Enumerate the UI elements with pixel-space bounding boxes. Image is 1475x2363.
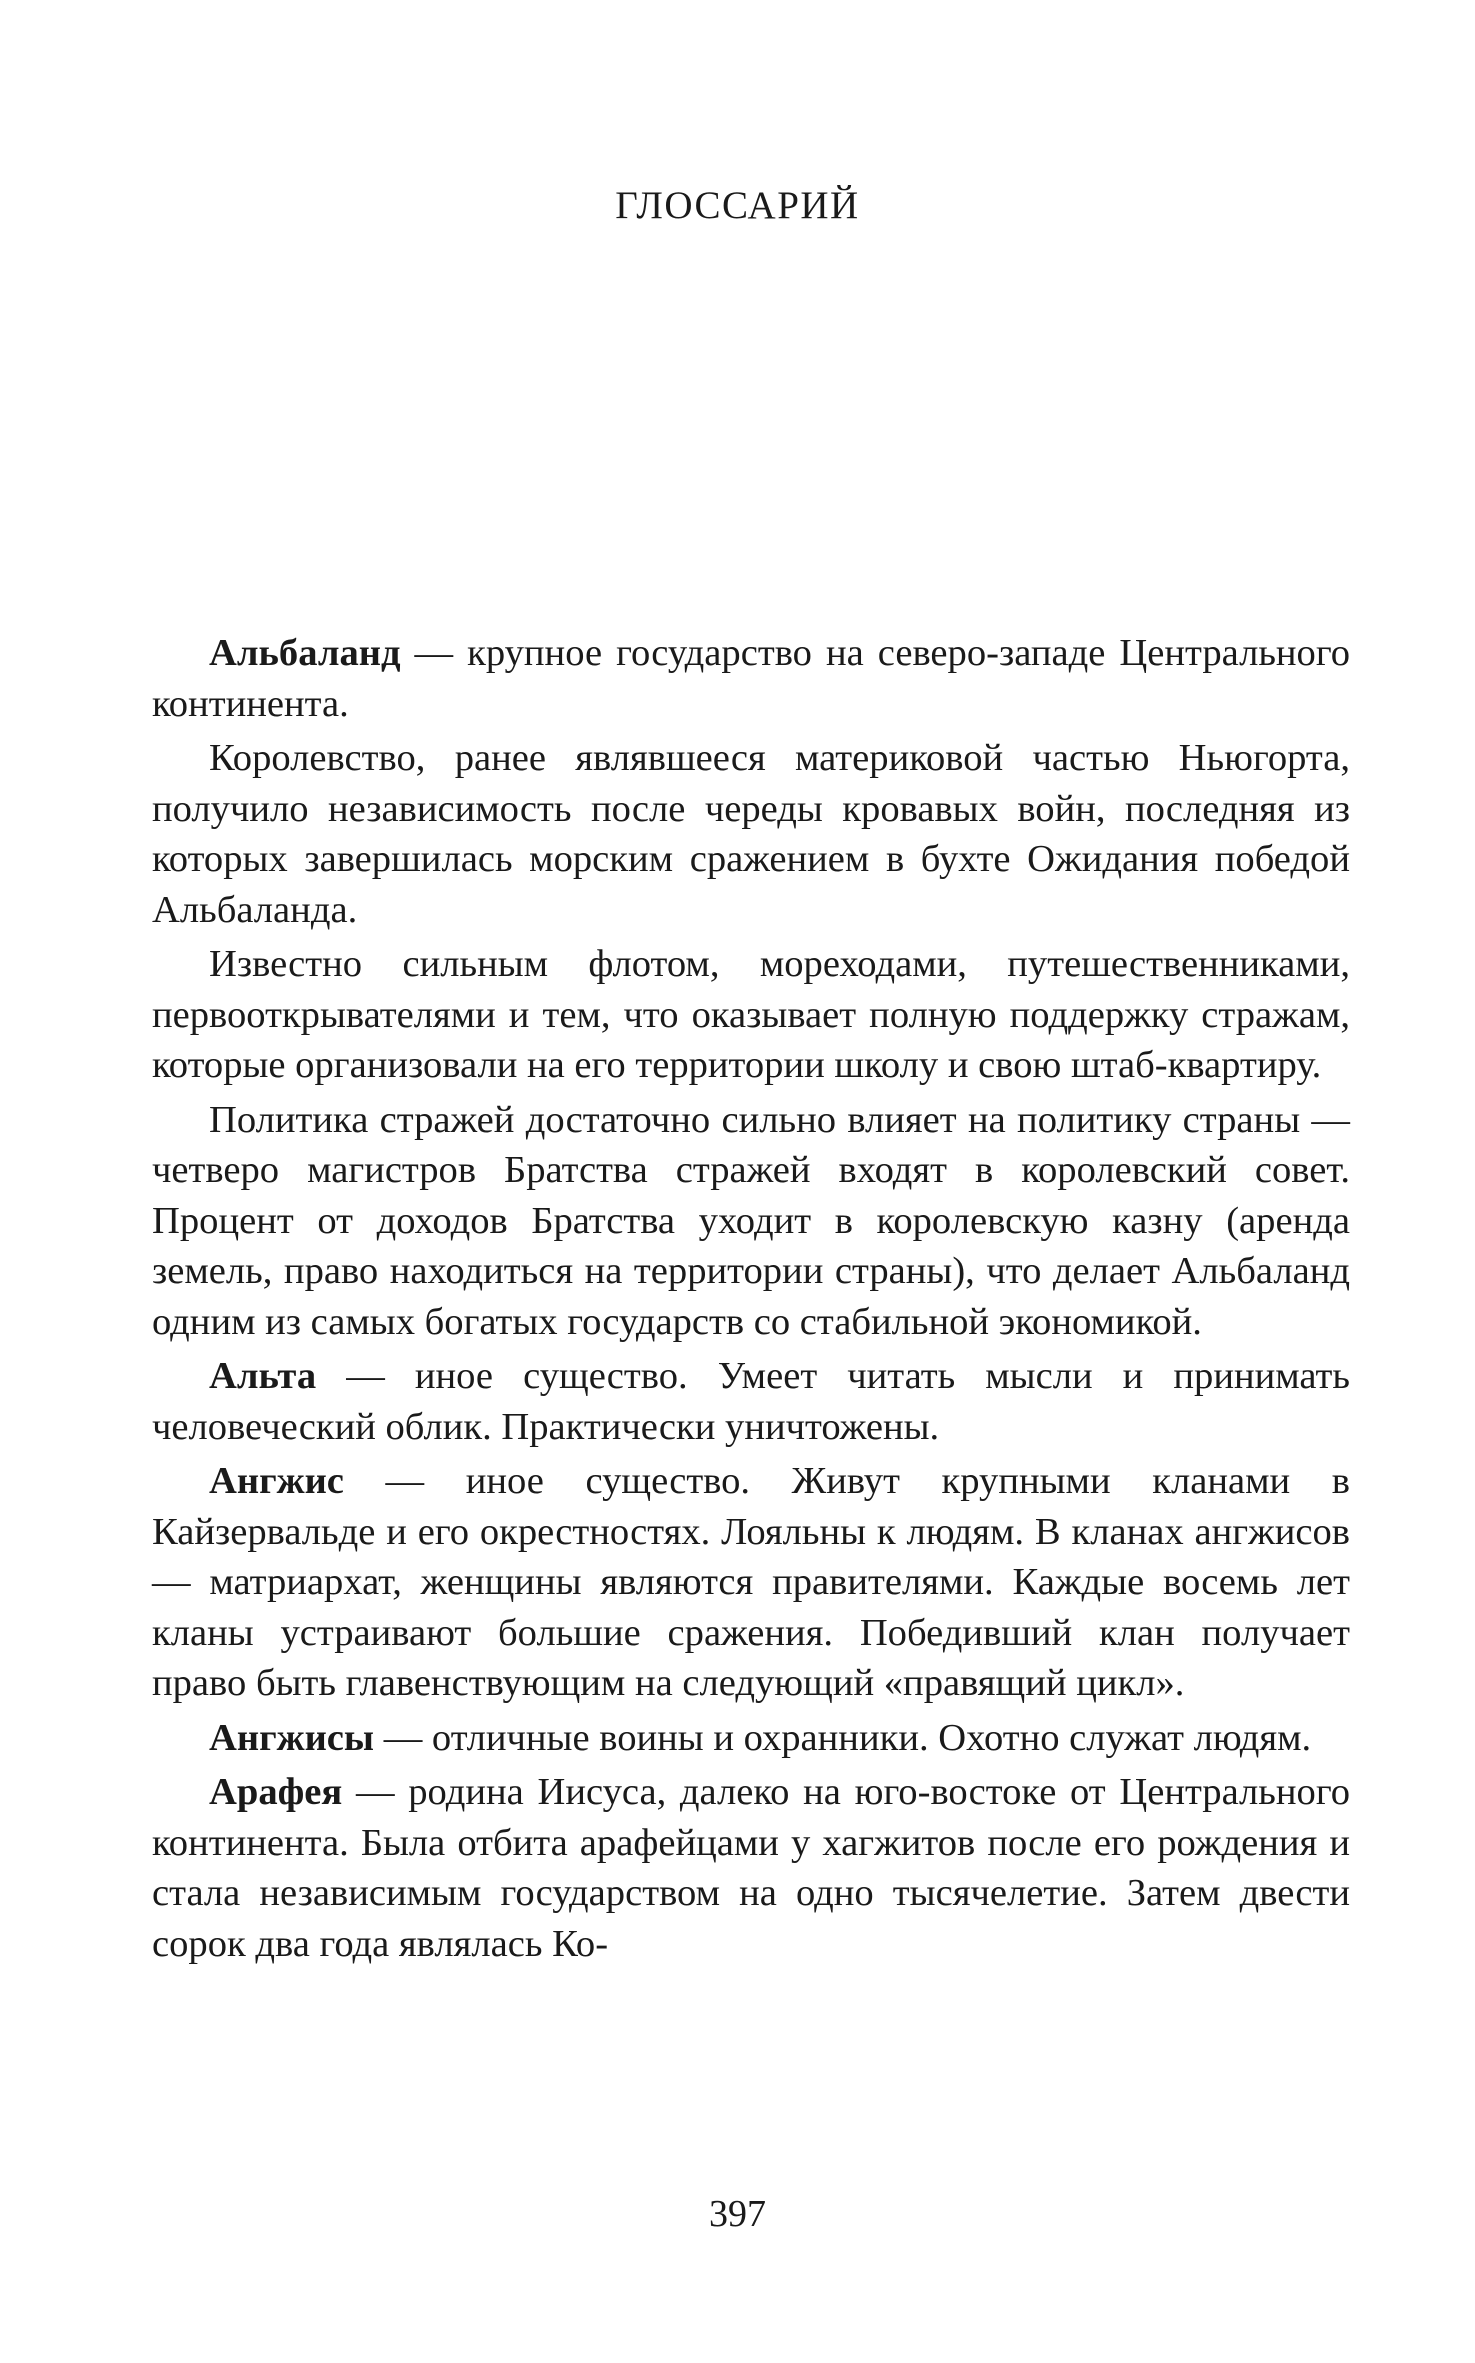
glossary-entry-angzhisy [152,1713,1350,1764]
entry-term: Альбаланд [209,632,401,674]
glossary-entry-angzhis [152,1456,1350,1709]
glossary-body [152,628,1350,1973]
entry-text: — родина Иисуса, далеко на юго-востоке от Центрального континента. Была отбита арафейцами у хагжитов после его рождения и стала независимым государством на одно тысячелетие. Затем двести сорок два года являлась Ко- [152,1771,1350,1965]
page-number: 397 [709,2193,766,2235]
entry-term: Арафея [209,1771,343,1813]
entry-text: — крупное государство на северо-западе Центрального континента. [152,632,1350,725]
glossary-entry-arafeya [152,1767,1350,1969]
glossary-entry-albaland [152,628,1350,729]
page-title: ГЛОССАРИЙ [615,184,860,227]
entry-text: — отличные воины и охранники. Охотно служат людям. [374,1716,1312,1759]
entry-text: — иное существо. Умеет читать мысли и принимать человеческий облик. Практически уничтожены. [152,1355,1350,1448]
glossary-paragraph [152,733,1350,935]
entry-term: Ангжисы [209,1716,375,1759]
entry-term: Альта [209,1355,317,1397]
glossary-paragraph [152,1095,1350,1348]
entry-text: Королевство, ранее являвшееся материковой частью Ньюгорта, получило независимость после череды кровавых войн, последняя из которых завершилась морским сражением в бухте Ожидания победой Альбаланда. [152,737,1350,931]
entry-text: Политика стражей достаточно сильно влияет на политику страны — четверо магистров Братства стражей входят в королевский совет. Процент от доходов Братства уходит в королевскую казну (аренда земель, право находиться на территории страны), что делает Альбаланд одним из самых богатых государств со стабильной экономикой. [152,1098,1350,1343]
entry-text: — иное существо. Живут крупными кланами в Кайзервальде и его окрестностях. Лояльны к людям. В кланах ангжисов — матриархат, женщины являются правителями. Каждые восемь лет кланы устраивают большие сражения. Победивший клан получает право быть главенствующим на следующий «правящий цикл». [152,1460,1350,1704]
glossary-entry-alta [152,1351,1350,1452]
glossary-paragraph [152,939,1350,1091]
entry-term: Ангжис [209,1460,344,1502]
entry-text: Известно сильным флотом, мореходами, путешественниками, первооткрывателями и тем, что оказывает полную поддержку стражам, которые организовали на его территории школу и свою штаб-квартиру. [152,943,1350,1086]
